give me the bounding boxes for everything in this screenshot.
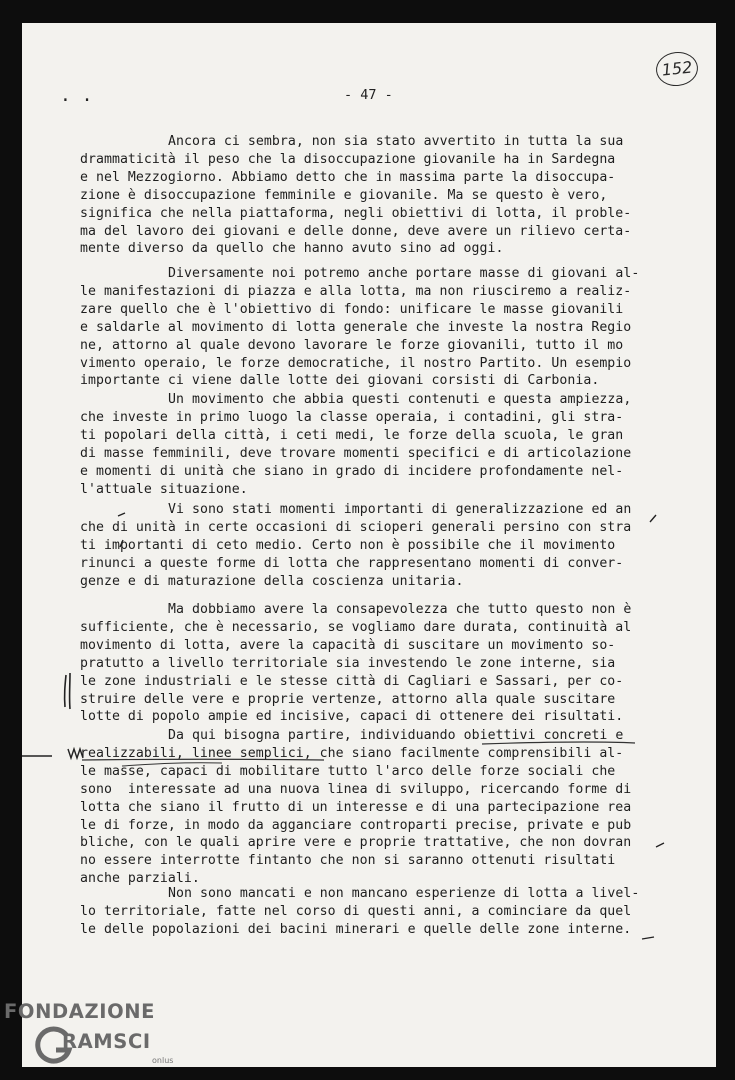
text-line: le di forze, in modo da agganciare controparti precise, private e pub — [80, 817, 632, 833]
text-line: bliche, con le quali aprire vere e proprie trattative, che non dovran — [80, 835, 632, 851]
text-line: lo territoriale, fatte nel corso di questi anni, a cominciare da quel — [80, 903, 632, 919]
margin-tick-mark — [656, 843, 664, 847]
watermark-suffix: onlus — [152, 1056, 174, 1065]
text-line: anche parziali. — [80, 871, 200, 887]
text-line: Un movimento che abbia questi contenuti e questa ampiezza, — [168, 392, 632, 407]
text-line: le delle popolazioni dei bacini minerari e quelle delle zone interne. — [80, 921, 632, 937]
handwritten-annotations — [22, 23, 716, 1067]
text-line: Diversamente noi potremo anche portare masse di giovani al- — [168, 266, 640, 281]
margin-tick-mark — [118, 513, 125, 516]
margin-scribble-mark — [68, 749, 83, 758]
watermark-line-1: FONDAZIONE — [4, 1000, 156, 1023]
text-line: genze e di maturazione della coscienza unitaria. — [80, 573, 464, 589]
text-line: ti popolari della città, i ceti medi, le forze della scuola, le gran — [80, 427, 624, 443]
underline-mark — [482, 742, 635, 744]
text-line: movimento di lotta, avere la capacità di suscitare un movimento so- — [80, 637, 616, 653]
text-line: sufficiente, che è necessario, se vogliamo dare durata, continuità al — [80, 619, 632, 635]
text-line: vimento operaio, le forze democratiche, il nostro Partito. Un esempio — [80, 355, 632, 371]
text-line: ma del lavoro dei giovani e delle donne, deve avere un rilievo certa- — [80, 223, 632, 239]
margin-tick-mark — [650, 515, 656, 522]
foundation-watermark — [4, 1000, 204, 1080]
text-line: lotte di popolo ampie ed incisive, capaci di ottenere dei risultati. — [80, 709, 624, 725]
archive-number-stamp: 152 — [654, 50, 699, 88]
text-line: no essere interrotte fintanto che non si saranno ottenuti risultati — [80, 853, 616, 869]
text-line: le manifestazioni di piazza e alla lotta, ma non riusciremo a realiz- — [80, 283, 632, 299]
text-line: Ancora ci sembra, non sia stato avvertito in tutta la sua — [168, 134, 624, 149]
text-line: lotta che siano il frutto di un interesse e di una partecipazione rea — [80, 799, 632, 815]
underline-mark — [82, 759, 324, 760]
text-line: drammaticità il peso che la disoccupazione giovanile ha in Sardegna — [80, 151, 616, 167]
text-line: zare quello che è l'obiettivo di fondo: unificare le masse giovanili — [80, 301, 624, 317]
document-page — [22, 23, 716, 1067]
margin-tick-mark — [642, 937, 654, 939]
text-line: zione è disoccupazione femminile e giovanile. Ma se questo è vero, — [80, 187, 608, 203]
text-line: Vi sono stati momenti importanti di generalizzazione ed an — [168, 502, 632, 517]
text-line: ti importanti di ceto medio. Certo non è possibile che il movimento — [80, 537, 616, 553]
text-line: ne, attorno al quale devono lavorare le forze giovanili, tutto il mo — [80, 337, 624, 353]
text-line: Non sono mancati e non mancano esperienze di lotta a livel- — [168, 886, 640, 901]
text-line: che investe in primo luogo la classe operaia, i contadini, gli stra- — [80, 409, 624, 425]
text-line: e nel Mezzogiorno. Abbiamo detto che in massima parte la disoccupa- — [80, 169, 616, 185]
text-line: realizzabili, linee semplici, che siano facilmente comprensibili al- — [80, 745, 624, 761]
text-line: pratutto a livello territoriale sia investendo le zone interne, sia — [80, 655, 616, 671]
text-line: sono interessate ad una nuova linea di sviluppo, ricercando forme di — [80, 781, 632, 797]
text-line: di masse femminili, deve trovare momenti specifici e di articolazione — [80, 445, 632, 461]
text-line: Ma dobbiamo avere la consapevolezza che tutto questo non è — [168, 602, 632, 617]
margin-tick-mark — [120, 540, 123, 547]
text-line: l'attuale situazione. — [80, 481, 248, 497]
text-line: e momenti di unità che siano in grado di incidere profondamente nel- — [80, 463, 624, 479]
text-line: importante ci viene dalle lotte dei giovani corsisti di Carbonia. — [80, 373, 600, 389]
margin-dots: . . — [60, 85, 93, 106]
watermark-line-2: RAMSCI — [62, 1030, 151, 1053]
underline-mark — [122, 763, 222, 766]
text-line: che di unità in certe occasioni di scioperi generali persino con stra — [80, 519, 632, 535]
text-line: rinunci a queste forme di lotta che rappresentano momenti di conver- — [80, 555, 624, 571]
text-line: le zone industriali e le stesse città di Cagliari e Sassari, per co- — [80, 673, 624, 689]
page-number: - 47 - — [344, 87, 393, 103]
text-line: mente diverso da quello che hanno avuto sino ad oggi. — [80, 241, 504, 257]
margin-bar-mark — [65, 675, 66, 707]
text-line: e saldarle al movimento di lotta generale che investe la nostra Regio — [80, 319, 632, 335]
text-line: le masse, capaci di mobilitare tutto l'arco delle forze sociali che — [80, 763, 616, 779]
text-line: significa che nella piattaforma, negli obiettivi di lotta, il proble- — [80, 205, 632, 221]
text-line: struire delle vere e proprie vertenze, attorno alla quale suscitare — [80, 691, 616, 707]
text-line: Da qui bisogna partire, individuando obiettivi concreti e — [168, 728, 624, 743]
